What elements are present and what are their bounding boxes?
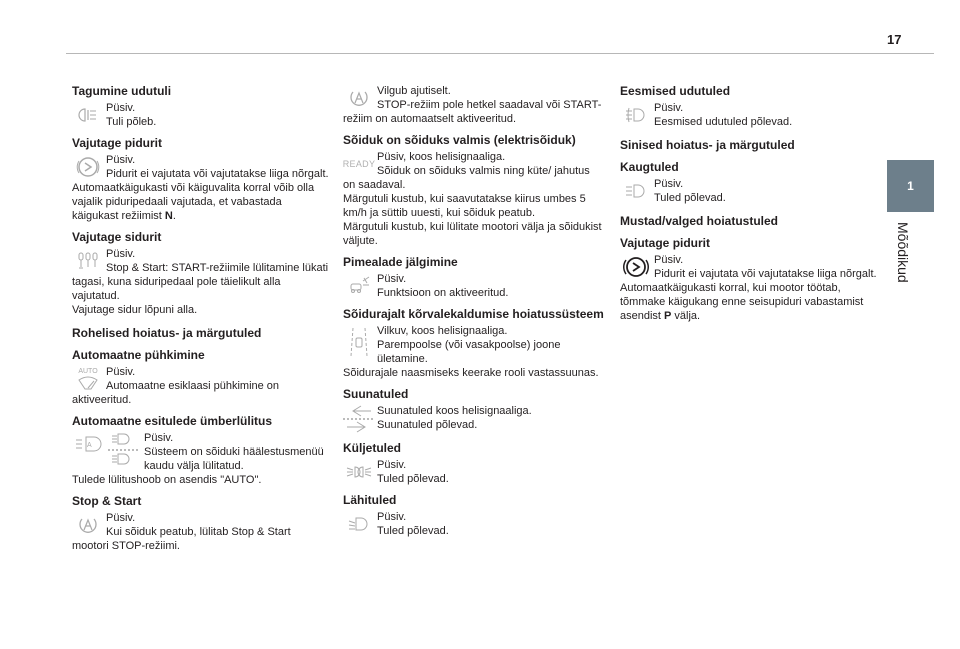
stop-start-icon [72, 511, 104, 538]
turn-signal-icon [343, 404, 375, 434]
blind-spot-icon [343, 272, 375, 299]
heading-ready: Sõiduk on sõiduks valmis (elektrisõiduk) [343, 133, 576, 147]
entry-press-brake-2: Püsiv. Pidurit ei vajutata või vajutatakse liiga nõrgalt. Automaatkäigukasti korral, kui mootor töötab, tõmmake käigukang enne seisupiduri vabastamist asendist P välja. [620, 254, 877, 322]
dipped-beam-icon [343, 510, 375, 537]
section-black-white-lights: Mustad/valged hoiatustuled [620, 214, 779, 228]
stop-start-icon [343, 84, 375, 111]
main-beam-icon [620, 177, 652, 204]
side-light-icon [343, 458, 375, 485]
auto-wiper-icon: AUTO [72, 365, 104, 392]
chapter-tab[interactable]: 1 [887, 160, 934, 212]
page-number: 17 [887, 32, 902, 47]
entry-front-fog: Püsiv. Eesmised udutuled põlevad. [620, 101, 878, 129]
heading-press-brake: Vajutage pidurit [72, 136, 163, 150]
column-2 [343, 84, 605, 538]
clutch-pedal-icon [72, 247, 104, 274]
top-rule [66, 53, 934, 54]
lane-departure-icon [343, 324, 375, 360]
heading-rear-fog: Tagumine udutuli [72, 84, 172, 98]
auto-headlight-icon [72, 431, 142, 467]
heading-auto-headlights: Automaatne esitulede ümberlülitus [72, 414, 273, 428]
entry-blind-spot: Püsiv. Funktsioon on aktiveeritud. [343, 272, 605, 300]
heading-press-brake-2: Vajutage pidurit [620, 236, 711, 250]
heading-blind-spot: Pimealade jälgimine [343, 255, 458, 269]
entry-auto-wipe: AUTO Püsiv. Automaatne esiklaasi pühkimine on aktiveeritud. [72, 366, 280, 406]
entry-dipped-beam: Püsiv. Tuled põlevad. [343, 510, 605, 538]
entry-lane-departure: Vilkuv, koos helisignaaliga. Parempoolse (või vasakpoolse) joone ületamine. Sõidurajale naasmiseks keerake rooli vastassuunas. [343, 325, 599, 379]
entry-stop-start: Püsiv. Kui sõiduk peatub, lülitab Stop & Start mootori STOP-režiimi. [72, 512, 291, 552]
entry-stop-start-flash: Vilgub ajutiselt. STOP-režiim pole hetkel saadaval või START-režiim on automaatselt aktiveeritud. [343, 85, 602, 125]
heading-dipped-beam: Lähituled [343, 493, 397, 507]
entry-rear-fog: Püsiv. Tuli põleb. [72, 101, 330, 129]
heading-auto-wipe: Automaatne pühkimine [72, 348, 205, 362]
entry-ready: READY Püsiv, koos helisignaaliga. Sõiduk on sõiduks valmis ning küte/ jahutus on saadaval. Märgutuli kustub, kui saavutatakse kiirus umbes 5 km/h ja süttib uuesti, kui sõiduk peatub. Märgutuli kustub, kui lülitate mootori välja ja sõidukist väljute. [342, 151, 602, 247]
front-fog-light-icon [620, 101, 652, 128]
entry-auto-headlights: A Püsiv. Süsteem on sõiduki häälestusmenüü kaudu välja lülitatud. Tulede lülitushoob on asendis "AUTO". [72, 432, 324, 486]
heading-stop-start: Stop & Start [72, 494, 142, 508]
brake-pedal-icon [72, 153, 104, 180]
heading-main-beam: Kaugtuled [620, 160, 679, 174]
section-green-lights: Rohelised hoiatus- ja märgutuled [72, 326, 262, 340]
entry-press-clutch: Püsiv. Stop & Start: START-režiimile lülitamine lükati tagasi, kuna siduripedaal pole täielikult alla vajutatud. Vajutage sidur lõpuni alla. [72, 248, 329, 316]
rear-fog-light-icon [72, 101, 104, 128]
entry-press-brake: Püsiv. Pidurit ei vajutata või vajutatakse liiga nõrgalt. Automaatkäigukasti või käiguvalita korral võib olla vajalik piduripedaali vajutada, et vabastada käigukast režiimist N. [72, 154, 329, 222]
heading-side-lights: Küljetuled [343, 441, 402, 455]
svg-text:A: A [87, 442, 92, 449]
entry-turn-signals: Suunatuled koos helisignaaliga. Suunatuled põlevad. [343, 404, 605, 434]
chapter-label: Mõõdikud [895, 222, 911, 283]
heading-lane-departure: Sõidurajalt kõrvalekaldumise hoiatussüsteem [343, 307, 604, 321]
column-3 [620, 84, 878, 323]
entry-side-lights: Püsiv. Tuled põlevad. [343, 458, 605, 486]
heading-front-fog: Eesmised udutuled [620, 84, 731, 98]
brake-pedal-icon [620, 253, 652, 280]
heading-press-clutch: Vajutage sidurit [72, 230, 162, 244]
entry-main-beam: Püsiv. Tuled põlevad. [620, 177, 878, 205]
column-1 [72, 84, 330, 553]
section-blue-lights: Sinised hoiatus- ja märgutuled [620, 138, 795, 152]
heading-turn-signals: Suunatuled [343, 387, 409, 401]
ready-icon: READY [342, 158, 376, 169]
